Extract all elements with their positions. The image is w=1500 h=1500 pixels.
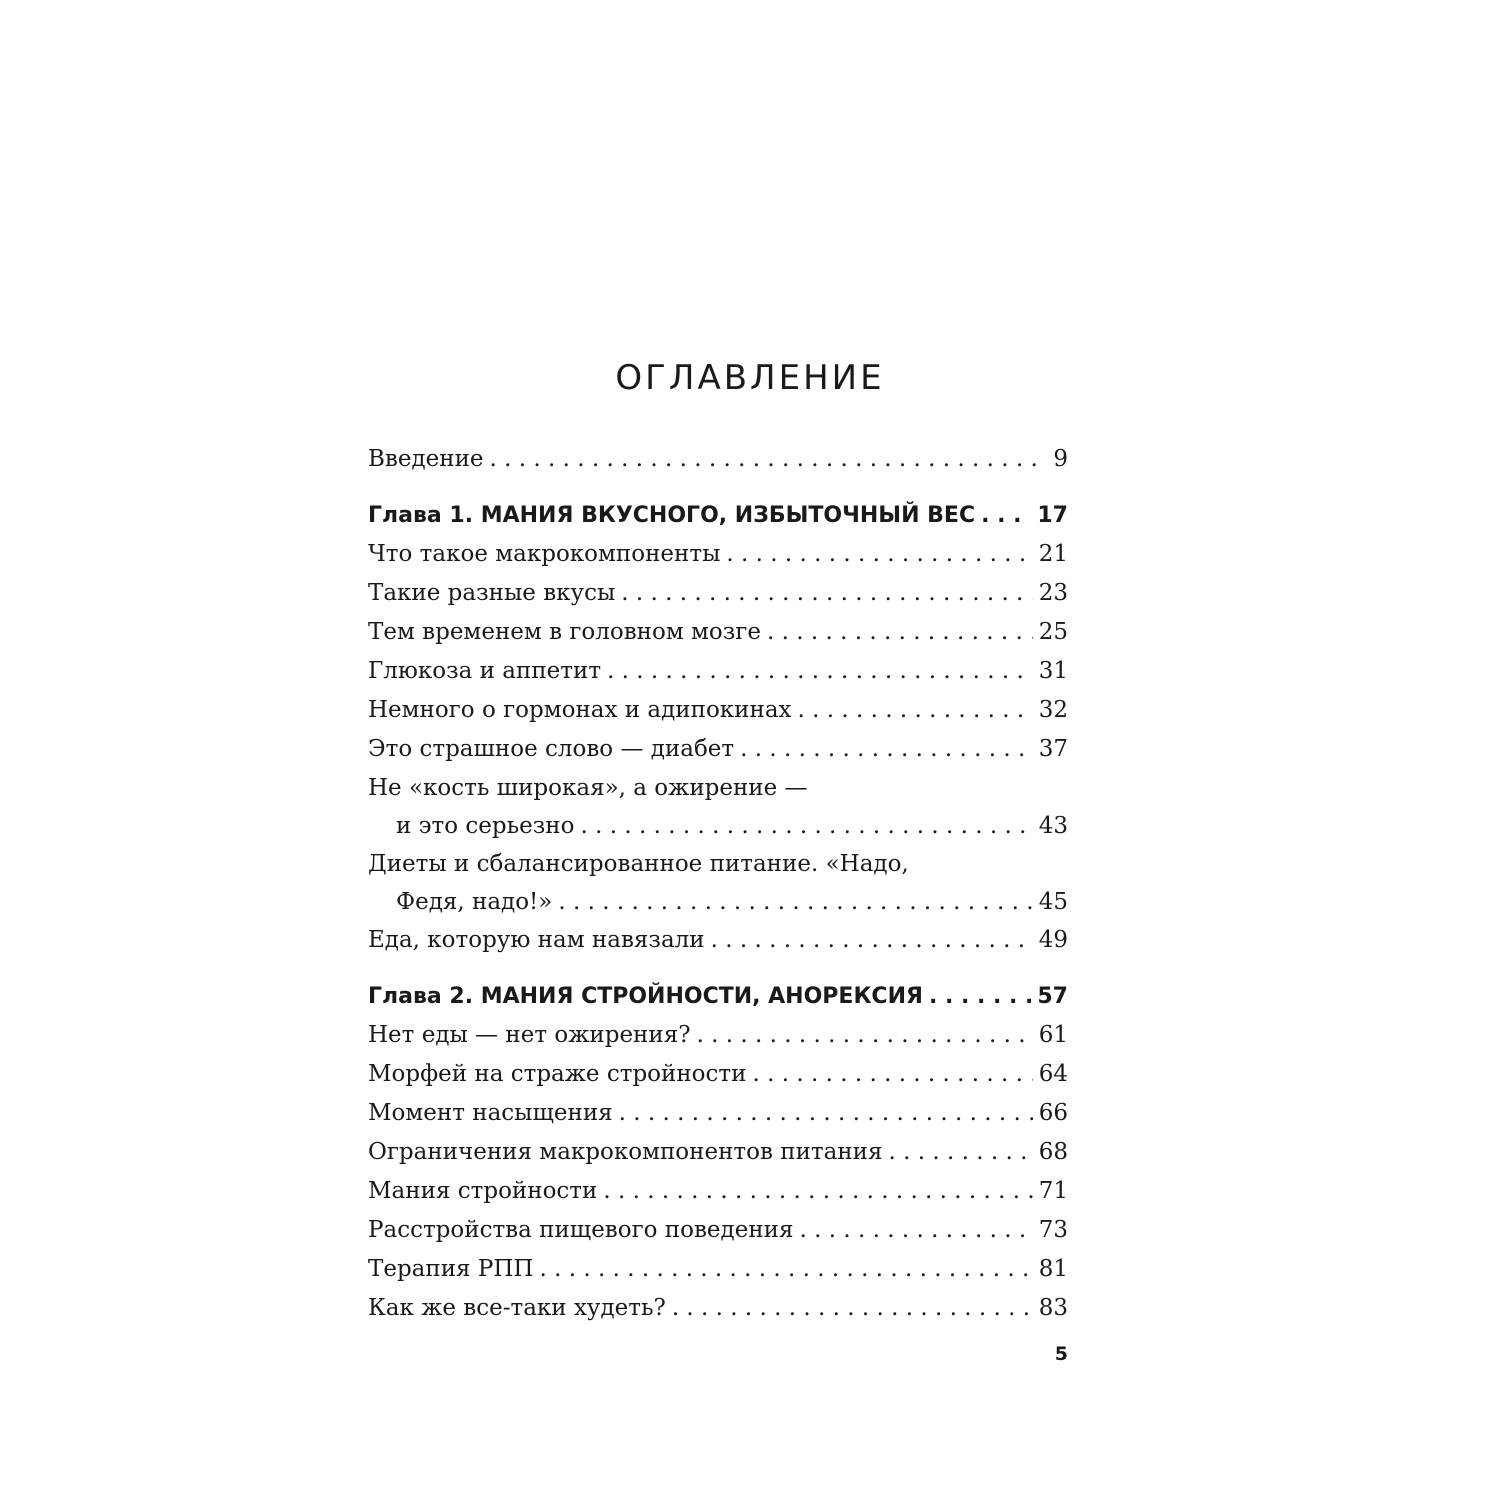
toc-entry[interactable]	[368, 1016, 1068, 1055]
toc-entry-page: 45	[1038, 889, 1068, 915]
toc-entry-title: Морфей на страже стройности	[368, 1061, 747, 1087]
toc-entry[interactable]	[368, 1250, 1068, 1289]
toc-entry[interactable]	[368, 769, 1068, 845]
dot-leader	[539, 1250, 1032, 1289]
toc-entry-title: Нет еды — нет ожирения?	[368, 1022, 691, 1048]
toc-entry-title: Такие разные вкусы	[368, 580, 616, 606]
dot-leader	[740, 730, 1033, 769]
toc-entry-page: 17	[1037, 503, 1068, 528]
toc-entry[interactable]	[368, 691, 1068, 730]
dot-leader	[621, 574, 1032, 613]
toc-entry[interactable]	[368, 440, 1068, 479]
toc-entry-title: Немного о гормонах и адипокинах	[368, 697, 792, 723]
toc-chapter-entry[interactable]	[368, 496, 1068, 535]
dot-leader	[619, 1094, 1033, 1133]
toc-entry-page: 83	[1038, 1295, 1068, 1321]
toc-entry-title: Введение	[368, 446, 484, 472]
toc-entry[interactable]	[368, 1172, 1068, 1211]
page-title: ОГЛАВЛЕНИЕ	[615, 358, 885, 398]
toc-entry-page: 23	[1038, 580, 1068, 606]
toc-entry-page: 21	[1038, 541, 1068, 567]
toc-chapter-title: Глава 1. МАНИЯ ВКУСНОГО, ИЗБЫТОЧНЫЙ ВЕС	[368, 503, 976, 528]
toc-entry-title: Не «кость широкая», а ожирение —	[368, 775, 808, 801]
dot-leader	[580, 807, 1032, 845]
table-of-contents	[368, 440, 1068, 1328]
toc-entry-page: 64	[1038, 1061, 1068, 1087]
toc-entry[interactable]	[368, 574, 1068, 613]
dot-leader	[711, 921, 1033, 960]
toc-entry-title-continuation: Федя, надо!»	[396, 889, 553, 915]
toc-entry[interactable]	[368, 1094, 1068, 1133]
toc-entry-page: 31	[1038, 658, 1068, 684]
toc-entry-page: 61	[1038, 1022, 1068, 1048]
toc-entry-title: Тем временем в головном мозге	[368, 619, 761, 645]
toc-entry[interactable]	[368, 730, 1068, 769]
dot-leader	[752, 1055, 1032, 1094]
toc-entry-title: Терапия РПП	[368, 1256, 534, 1282]
toc-entry-page: 66	[1038, 1100, 1068, 1126]
toc-entry-page: 37	[1038, 736, 1068, 762]
dot-leader	[672, 1289, 1033, 1328]
toc-entry[interactable]	[368, 652, 1068, 691]
toc-entry-title: Это страшное слово — диабет	[368, 736, 735, 762]
toc-entry-title: Диеты и сбалансированное питание. «Надо,	[368, 851, 909, 877]
toc-entry[interactable]	[368, 535, 1068, 574]
dot-leader	[607, 652, 1033, 691]
toc-entry-page: 68	[1038, 1139, 1068, 1165]
toc-entry-title: Глюкоза и аппетит	[368, 658, 602, 684]
toc-chapter-title: Глава 2. МАНИЯ СТРОЙНОСТИ, АНОРЕКСИЯ	[368, 984, 923, 1009]
dot-leader	[558, 883, 1032, 921]
toc-entry-title: Как же все-таки худеть?	[368, 1295, 666, 1321]
toc-entry-page: 25	[1038, 619, 1068, 645]
toc-entry-page: 32	[1038, 697, 1068, 723]
toc-entry[interactable]	[368, 1055, 1068, 1094]
toc-entry-title: Еда, которую нам навязали	[368, 927, 705, 953]
toc-entry-page: 81	[1038, 1256, 1068, 1282]
toc-entry-title: Расстройства пищевого поведения	[368, 1217, 794, 1243]
toc-entry-page: 71	[1038, 1178, 1068, 1204]
toc-chapter-entry[interactable]	[368, 977, 1068, 1016]
dot-leader	[800, 1211, 1033, 1250]
toc-entry[interactable]	[368, 1133, 1068, 1172]
toc-entry[interactable]	[368, 1289, 1068, 1328]
dot-leader	[798, 691, 1033, 730]
toc-entry[interactable]	[368, 613, 1068, 652]
toc-entry-page: 57	[1037, 984, 1068, 1009]
dot-leader	[889, 1133, 1033, 1172]
dot-leader	[726, 535, 1032, 574]
toc-entry[interactable]	[368, 845, 1068, 921]
dot-leader	[603, 1172, 1032, 1211]
toc-entry[interactable]	[368, 921, 1068, 960]
toc-entry-title: Ограничения макрокомпонентов питания	[368, 1139, 883, 1165]
dot-leader	[697, 1016, 1033, 1055]
dot-leader	[981, 496, 1031, 535]
toc-entry-title: Момент насыщения	[368, 1100, 613, 1126]
dot-leader	[767, 613, 1033, 652]
toc-entry[interactable]	[368, 1211, 1068, 1250]
toc-entry-page: 9	[1053, 446, 1068, 472]
toc-entry-title-continuation: и это серьезно	[396, 813, 575, 839]
dot-leader	[490, 440, 1048, 479]
toc-entry-page: 49	[1038, 927, 1068, 953]
toc-entry-title: Мания стройности	[368, 1178, 598, 1204]
dot-leader	[929, 977, 1031, 1016]
toc-entry-page: 73	[1038, 1217, 1068, 1243]
toc-entry-title: Что такое макрокомпоненты	[368, 541, 721, 567]
toc-entry-page: 43	[1038, 813, 1068, 839]
page-number: 5	[1054, 1343, 1068, 1365]
